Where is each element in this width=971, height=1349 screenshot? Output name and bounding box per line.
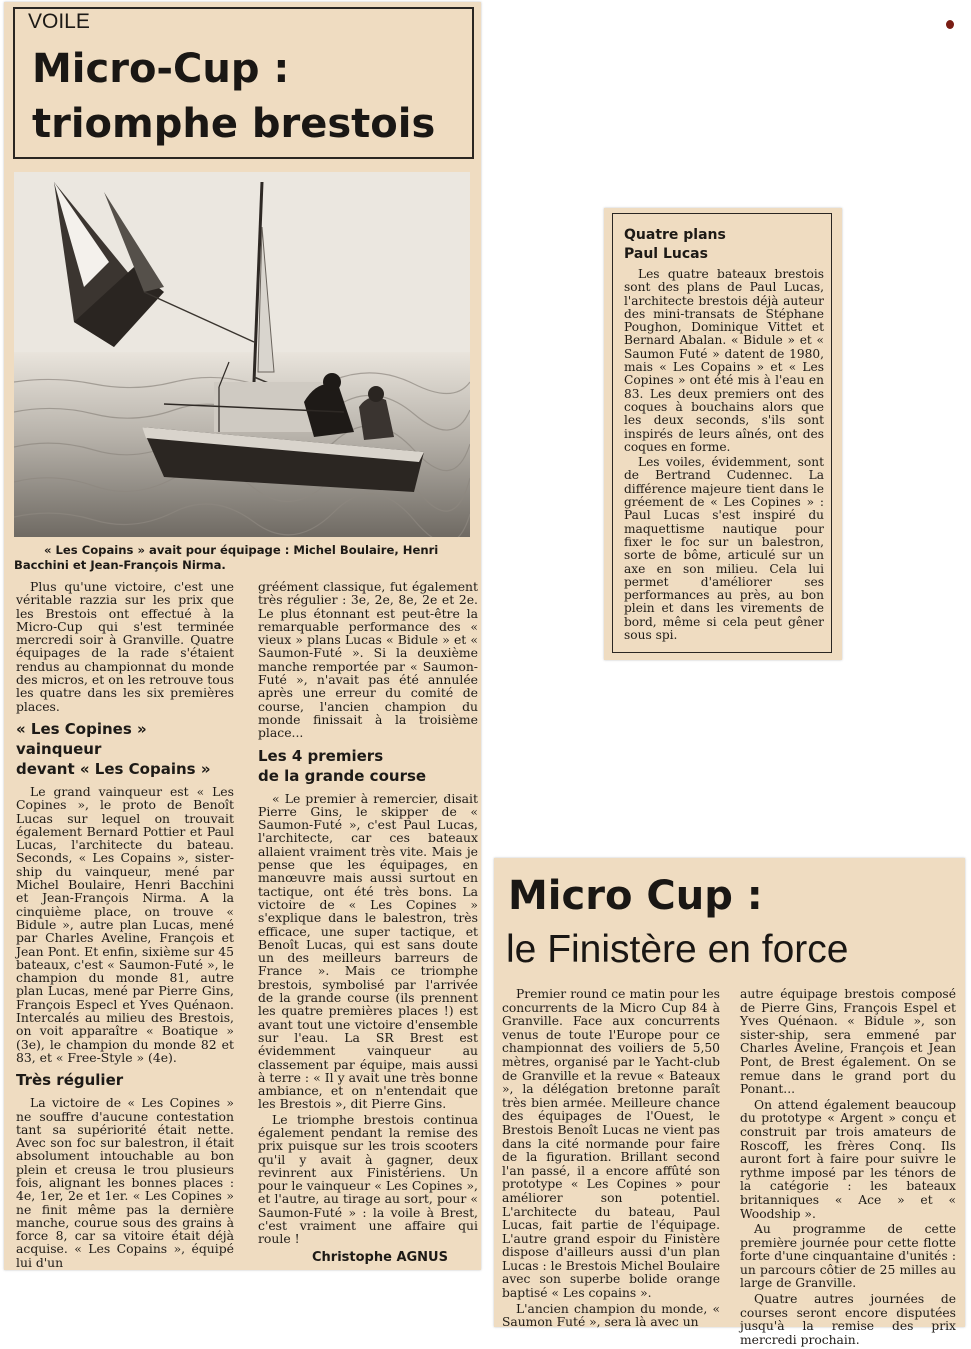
- article3-para-5: Au programme de cette première journée pour cette flotte forte d'une cinquantaine d'unités : un parcours côtier de 25 milles au large de Granville.: [740, 1222, 956, 1291]
- article3-para-6: Quatre autres journées de courses seront encore disputées jusqu'à la remise des prix mercredi prochain.: [740, 1292, 956, 1347]
- subhead-tres-regulier: Très régulier: [16, 1071, 124, 1090]
- byline: Christophe AGNUS: [312, 1250, 448, 1265]
- article3-para-1: Premier round ce matin pour les concurrents de la Micro Cup 84 à Granville. Face aux concurrents venus de toute l'Europe pour ce championnat des voiliers de 5,50 mètres, organisé par le Yacht-club de Granville et la revue « Bateaux », la délégation bretonne paraît très bien armée. Meilleure chance des équipages de l'Ouest, le Brestois Benoît Lucas ne vient pas dans la cité normande pour faire de la figuration. Brillant second l'an passé, il a encore affûté son prototype « Les Copines » pour améliorer son potentiel. L'architecte du bateau, Paul Lucas, fait partie de l'équipage. L'autre grand espoir du Finistère dispose d'ailleurs aussi d'un plan Lucas : le Brestois Michel Boulaire avec son superbe bolide orange baptisé « Les copains ».: [502, 987, 720, 1301]
- article3-column-1: [502, 988, 720, 1332]
- article1-para-3: La victoire de « Les Copines » ne souffre d'aucune contestation tant sa supériorité était nette. Avec son foc sur balestron, il était absolument intouchable au bon plein et creusa le trou plusieurs fois, alignant les bonnes places : 4e, 1er, 2e et 1er. « Les Copines » ne finit même pas la dernière manche, courue sous des grains à force 8, car sa vitoire était déjà acquise. « Les Copains », équipé lui d'un: [16, 1095, 234, 1270]
- article1-column-1: [16, 580, 234, 1271]
- sailboat-photo: [14, 172, 470, 537]
- sidebar-title-line: Quatre plans: [624, 227, 726, 243]
- ink-spot: [946, 20, 954, 29]
- sidebar-para-2: Les voiles, évidemment, sont de Bertrand Cudennec. La différence majeure tient dans le gréement de « Les Copines » : Paul Lucas s'est inspiré du maquettisme nautique pour fixer le foc sur un balestron, sorte de bôme, articulé sur un axe en son milieu. Cela lui permet d'améliorer ses performances au près, au bon plein et dans les virements de bord, même si cela peut gêner sous spi.: [624, 455, 824, 643]
- article3-para-3: autre équipage brestois composé de Pierre Gins, François Espel et Yves Quénaon. « Bidule », son sister-ship, sera emmené par Charles Aveline, François et Jean Pont, de Brest également. On se remue dans le grand port du Ponant...: [740, 987, 956, 1097]
- article1-column-2: [258, 580, 478, 1248]
- article-finistere-en-force: [494, 858, 965, 1347]
- subhead-line: Les 4 premiers: [258, 746, 384, 765]
- subhead-line: devant « Les Copains »: [16, 759, 211, 778]
- subhead-les-4-premiers: [258, 746, 478, 786]
- section-kicker: VOILE: [28, 10, 90, 33]
- subhead-line: vainqueur: [16, 739, 102, 758]
- article1-para-6: Le triomphe brestois continua également pendant la remise des prix puisque sur les trois scooters qu'il y avait à gagner, deux revinrent aux Finistériens. Un pour le vainqueur « Les Copines », et l'autre, au tirage au sort, pour « Saumon-Futé » : la voile à Brest, c'est vraiment une affaire qui roule !: [258, 1111, 478, 1247]
- article1-para-4: gréément classique, fut également très régulier : 3e, 2e, 8e, 2e et 2e. Le plus étonnant est peut-être la remarquable performance des « vieux » plans Lucas « Bidule » et « Saumon-Futé ». Si la deuxième manche remportée par « Saumon-Futé », n'avait pas été annulée après une erreur du comité de course, l'ancien champion du monde finissait à la troisième place...: [258, 579, 478, 741]
- article3-column-2: [740, 988, 956, 1349]
- sidebar-content: [624, 226, 824, 644]
- sidebar-title: [624, 226, 824, 264]
- subhead-line: « Les Copines »: [16, 719, 147, 738]
- article3-para-4: On attend également beaucoup du prototype « Argent » conçu et construit par trois amateurs de Roscoff, les frères Conq. Ils auront fort à faire pour suivre le rythme imposé par les ténors de la catégorie : les bateaux britanniques « Ace » et « Woodship ».: [740, 1097, 956, 1221]
- sidebar-title-line: Paul Lucas: [624, 246, 708, 262]
- headline3-line-1: Micro Cup :: [508, 873, 763, 919]
- sidebar-para-1: Les quatre bateaux brestois sont des plans de Paul Lucas, l'architecte brestois déjà auteur des mini-transats de Stéphane Poughon, Dominique Vittet et Bernard Abalan. « Bidule » et « Saumon Futé » datent de 1980, mais « Les Copains » et « Les Copines » ont été mis à l'eau en 83. Les deux premiers ont des coques à bouchains alors que les deux seconds, s'ils sont inspirés de leurs aînés, ont des coques en forme.: [624, 267, 824, 454]
- article1-para-2: Le grand vainqueur est « Les Copines », le proto de Benoît Lucas sur lequel on trouvait également Bernard Pottier et Paul Lucas, l'architecte du bateau. Seconds, « Les Copains », sister-ship du vainqueur, mené par Michel Boulaire, Henri Bacchini et Jean-François Nirma. A la cinquième place, on trouve « Bidule », autre plan Lucas, mené par Charles Aveline, François et Jean Pont. Et enfin, sixième sur 45 bateaux, c'est « Saumon-Futé », le champion du monde 81, autre plan Lucas, mené par Pierre Gins, François Especl et Yves Quénaon. Intercalés au milieu des Brestois, on voit apparaître « Boatique » (3e), le champion du monde 82 et 83, et « Free-Style » (4e).: [16, 783, 234, 1065]
- headline-line-2: triomphe brestois: [32, 101, 436, 147]
- headline3-line-2: le Finistère en force: [506, 928, 849, 971]
- headline-line-1: Micro-Cup :: [32, 46, 290, 92]
- article1-para-1: Plus qu'une victoire, c'est une véritable razzia sur les prix que les Brestois ont effectué à la Micro-Cup qui s'est terminée mercredi soir à Granville. Quatre équipages de la rade s'étaient rendus au championnat du monde des micros, et on les retrouve tous les quatre dans les six premières places.: [16, 579, 234, 714]
- article3-para-2: L'ancien champion du monde, « Saumon Futé », sera là avec un: [502, 1301, 720, 1330]
- subhead-line: de la grande course: [258, 766, 427, 785]
- photo-caption: « Les Copains » avait pour équipage : Michel Boulaire, Henri Bacchini et Jean-François Nirma.: [14, 543, 439, 572]
- subhead-les-copines: [16, 719, 234, 779]
- article1-para-5: « Le premier à remercier, disait Pierre Gins, le skipper de « Saumon-Futé », c'est Paul Lucas, l'architecte, car ces bateaux allaient vraiment très vite. Mais je pense que les équipages, en manœuvre mais aussi surtout en tactique, ont été très bons. La victoire de « Les Copines » s'explique dans le balestron, très efficace, une super tactique, et Benoît Lucas, qui est sans doute un des meilleurs barreurs de France ». Mais ce triomphe brestois, symbolisé par l'arrivée de la grande course (ils prennent les quatre premières places !) est avant tout une victoire d'ensemble sur l'eau. La SR Brest est évidemment vainqueur au classement par équipe, mais aussi à terre : « Il y avait une très bonne ambiance, et on n'entendait que les Brestois », dit Pierre Gins.: [258, 790, 478, 1112]
- article-quatre-plans: [604, 208, 842, 660]
- article-triomphe-brestois: [4, 2, 481, 1270]
